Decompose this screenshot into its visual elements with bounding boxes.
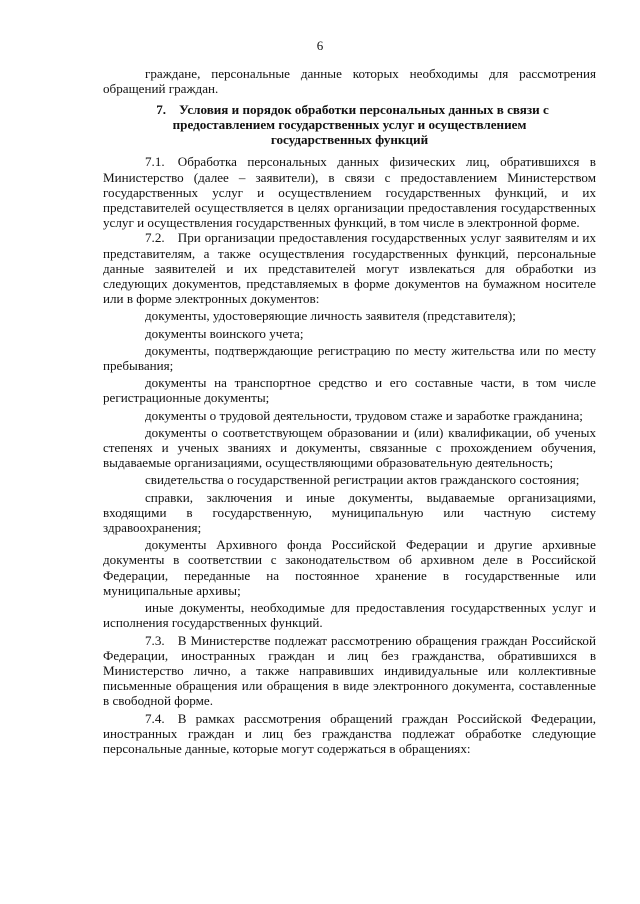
- list-item-medical-documents: справки, заключения и иные документы, выдаваемые организациями, входящими в государственную, муниципальную или частную систему здравоохранения;: [103, 489, 596, 536]
- paragraph-continued: граждане, персональные данные которых необходимы для рассмотрения обращений граждан.: [103, 66, 596, 97]
- list-item-education-documents: документы о соответствующем образовании и (или) квалификации, об ученых степенях и ученых званиях и документы, связанные с прохождением обучения, выдаваемые организациями, осуществляющими образовательную деятельность;: [103, 424, 596, 471]
- list-item-military-documents: документы воинского учета;: [145, 325, 304, 341]
- document-body: [103, 66, 596, 756]
- list-item-archive-documents: документы Архивного фонда Российской Федерации и другие архивные документы в соответствии с законодательством об архивном деле в Российской Федерации, переданные на постоянное хранение в государственные или муниципальные архивы;: [103, 537, 596, 598]
- list-item-labor-documents: документы о трудовой деятельности, трудовом стаже и заработке гражданина;: [145, 407, 583, 423]
- paragraph-7-3: 7.3. В Министерстве подлежат рассмотрению обращения граждан Российской Федерации, иностранных граждан и лиц без гражданства, обратившихся в Министерство лично, а также направивших индивидуальные или коллективные письменные обращения или обращения в виде электронного документа, составленные в свободной форме.: [103, 632, 596, 709]
- list-item-civil-status-certificates: свидетельства о государственной регистрации актов гражданского состояния;: [145, 472, 580, 488]
- list-item-other-documents: иные документы, необходимые для предоставления государственных услуг и исполнения государственных функций.: [103, 600, 596, 631]
- section-heading: [103, 102, 596, 147]
- paragraph-7-4: 7.4. В рамках рассмотрения обращений граждан Российской Федерации, иностранных граждан и лиц без гражданства подлежат обработке следующие персональные данные, которые могут содержаться в обращениях:: [103, 710, 596, 756]
- list-item-registration-documents: документы, подтверждающие регистрацию по месту жительства или по месту пребывания;: [103, 342, 596, 374]
- list-item-identity-documents: документы, удостоверяющие личность заявителя (представителя);: [145, 308, 516, 324]
- paragraph-7-2: 7.2. При организации предоставления государственных услуг заявителям и их представителям, а также осуществления государственных функций, персональные данные заявителей и их представителей могут извлекаться для обработки из следующих документов, представляемых в форме документов на бумажном носителе или в форме электронных документов:: [103, 230, 596, 307]
- section-heading-line-2: предоставлением государственных услуг и осуществлением: [172, 117, 527, 133]
- section-heading-line-3: государственных функций: [270, 132, 429, 148]
- section-heading-line-1: 7. Условия и порядок обработки персональных данных в связи с: [156, 102, 549, 118]
- page-number: 6: [316, 38, 324, 53]
- paragraph-7-1: 7.1. Обработка персональных данных физических лиц, обратившихся в Министерство (далее – заявители), в связи с предоставлением Министерством государственных услуг и осуществлением государственных функций, и их представителей осуществляется в целях организации предоставления государственных услуг и осуществления государственных функций, в том числе в электронной форме.: [103, 154, 596, 231]
- list-item-vehicle-documents: документы на транспортное средство и его составные части, в том числе регистрационные документы;: [103, 375, 596, 406]
